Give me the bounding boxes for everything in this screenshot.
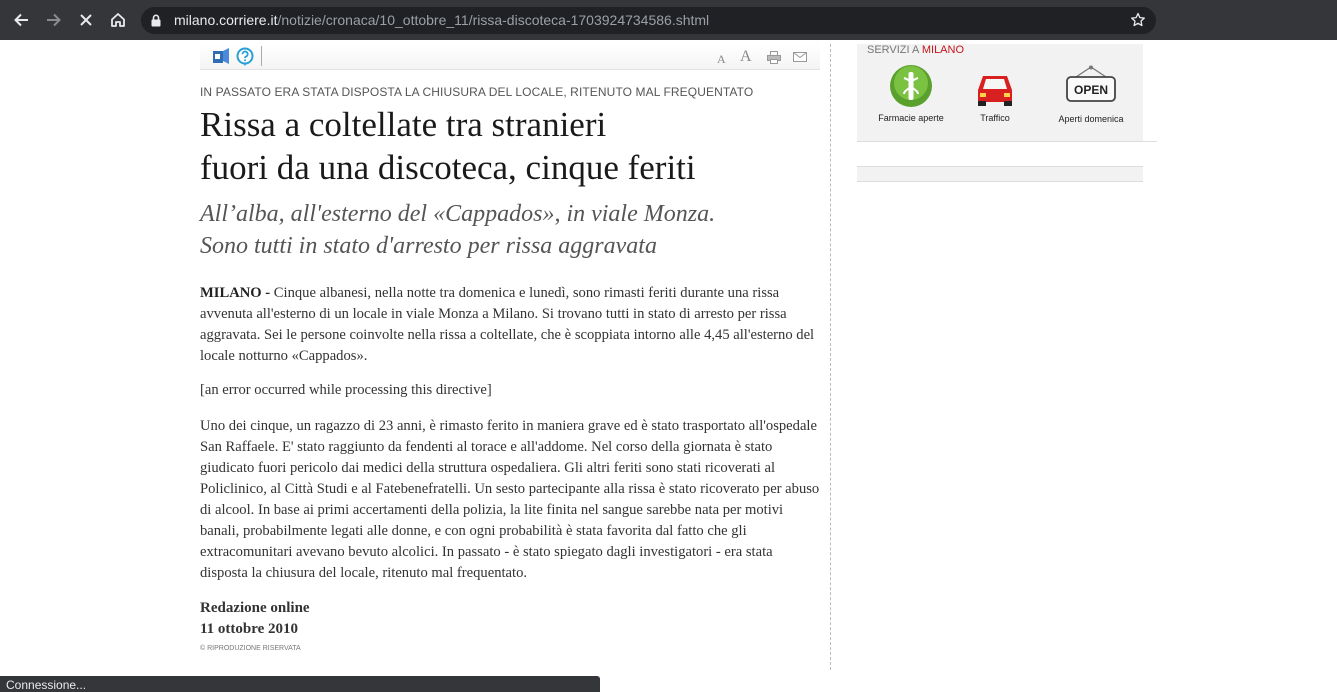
- services-title-city: MILANO: [921, 44, 965, 56]
- status-bar: [0, 676, 600, 692]
- article-toolbar: [200, 44, 820, 70]
- lock-icon: [151, 14, 161, 27]
- service-traffic[interactable]: [960, 68, 1030, 123]
- car-icon: [974, 68, 1016, 108]
- open-sign-icon: [1064, 65, 1118, 107]
- headline-line-1: Rissa a coltellate tra stranieri: [200, 105, 607, 144]
- print-icon[interactable]: [767, 51, 781, 64]
- service-open-sunday-label: Aperti domenica: [1058, 114, 1124, 124]
- subtitle-line-2: Sono tutti in stato d'arresto per rissa aggravata: [200, 233, 657, 259]
- url-host: milano.corriere.it: [174, 12, 278, 28]
- url-text[interactable]: [174, 12, 709, 28]
- sidebar-band: [857, 166, 1143, 182]
- services-title-prefix: SERVIZI A: [867, 44, 919, 56]
- copyright-notice: © RIPRODUZIONE RISERVATA: [200, 645, 301, 652]
- article-kicker: IN PASSATO ERA STATA DISPOSTA LA CHIUSURA DEL LOCALE, RITENUTO MAL FREQUENTATO: [200, 85, 754, 99]
- subtitle-line-1: All’alba, all'esterno del «Cappados», in viale Monza.: [200, 201, 716, 227]
- service-open-sunday[interactable]: [1049, 65, 1133, 124]
- font-large-icon[interactable]: A: [740, 48, 752, 65]
- dateline: MILANO -: [200, 285, 271, 301]
- pharmacy-icon: [888, 63, 934, 109]
- services-title: [867, 44, 964, 56]
- forward-arrow-icon: [45, 11, 63, 29]
- headline-line-2: fuori da una discoteca, cinque feriti: [200, 148, 696, 187]
- home-button[interactable]: [104, 6, 132, 34]
- open-sign-text: OPEN: [1073, 83, 1109, 97]
- email-icon[interactable]: [793, 52, 807, 62]
- status-text: Connessione...: [6, 678, 87, 692]
- article-headline: [200, 103, 820, 189]
- paragraph-1-text: Cinque albanesi, nella notte tra domenica e lunedì, sono rimasti feriti durante una rissa avvenuta all'esterno di un locale in viale Monza a Milano. Si trovano tutti in stato di arresto per rissa aggravata. Sei le persone coinvolte nella rissa a coltellate, che è scoppiata intorno alle 4,45 all'esterno del locale notturno «Cappados».: [200, 285, 815, 364]
- article-subtitle: [200, 198, 820, 262]
- service-pharmacy[interactable]: [869, 63, 953, 123]
- service-pharmacy-label: Farmacie aperte: [878, 113, 944, 123]
- article-author: Redazione online: [200, 600, 310, 616]
- url-path: /notizie/cronaca/10_ottobre_11/rissa-discoteca-1703924734586.shtml: [277, 12, 710, 28]
- stop-button[interactable]: [72, 6, 100, 34]
- toolbar-separator: [261, 46, 262, 66]
- article-paragraph-2: [an error occurred while processing this directive]: [200, 382, 492, 398]
- article-date: 11 ottobre 2010: [200, 621, 299, 637]
- speaker-icon[interactable]: [212, 47, 232, 65]
- back-arrow-icon: [12, 11, 30, 29]
- forward-button[interactable]: [40, 6, 68, 34]
- sidebar-divider: [857, 141, 1157, 142]
- back-button[interactable]: [7, 6, 35, 34]
- services-box: [857, 44, 1143, 141]
- browser-toolbar: [0, 0, 1337, 40]
- home-icon: [109, 11, 127, 29]
- close-icon: [78, 12, 94, 28]
- address-bar[interactable]: [141, 7, 1156, 34]
- bookmark-star-icon[interactable]: [1130, 12, 1146, 28]
- font-small-icon[interactable]: A: [717, 52, 726, 66]
- article-signature: [200, 598, 310, 640]
- service-traffic-label: Traffico: [980, 113, 1010, 123]
- article-paragraph-3: Uno dei cinque, un ragazzo di 23 anni, è rimasto ferito in maniera grave ed è stato trasportato all'ospedale San Raffaele. E' stato raggiunto da fendenti al torace e all'addome. Nel corso della giornata è stato giudicato fuori pericolo dai medici della struttura ospedaliera. Gli altri feriti sono stati ricoverati al Policlinico, al Città Studi e al Fatebenefratelli. Un sesto partecipante alla rissa è stato ricoverato per abuso di alcool. In base ai primi accertamenti della polizia, la lite finita nel sangue sarebbe nata per motivi banali, probabilmente legati alle donne, e con ogni probabilità è stata favorita dal fatto che gli extracomunitari avevano bevuto alcolici. In passato - è stato spiegato dagli investigatori - era stata disposta la chiusura del locale, ritenuto mal frequentato.: [200, 418, 820, 581]
- article-paragraph-1: [200, 283, 821, 367]
- column-divider: [830, 44, 831, 670]
- help-icon[interactable]: [235, 47, 255, 67]
